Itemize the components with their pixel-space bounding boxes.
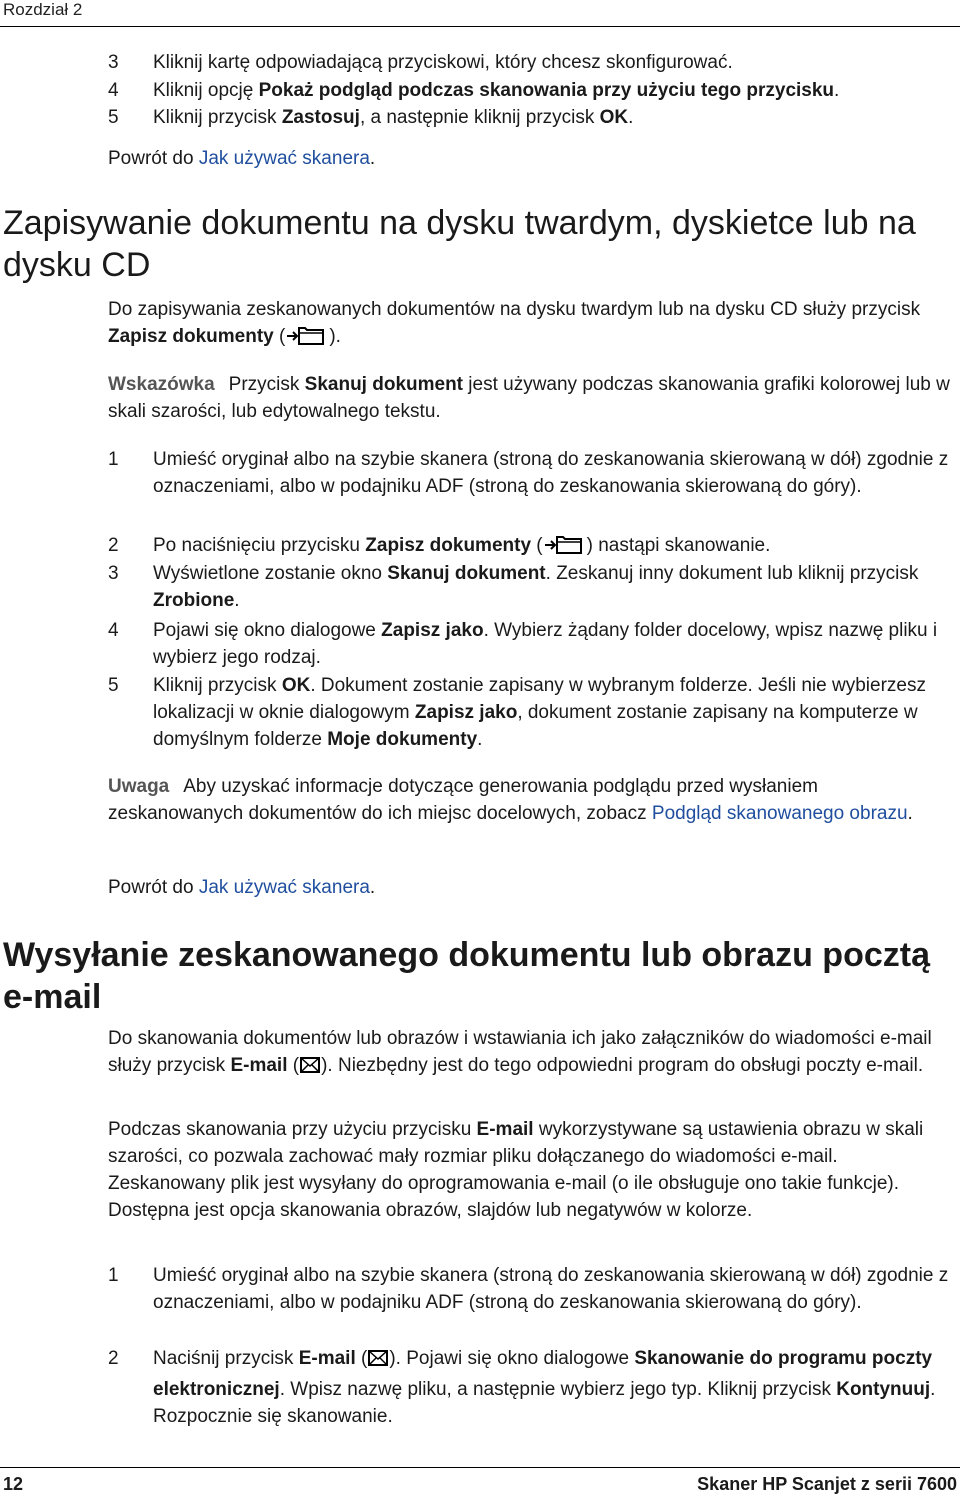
note-label: Uwaga [108,776,170,797]
envelope-icon [299,1055,321,1083]
step-number: 3 [108,52,119,73]
step-text: Umieść oryginał albo na szybie skanera (stroną do zeskanowania skierowaną w dół) zgodnie z oznaczeniami, albo w podajniku ADF (stroną do zeskanowania skierowaną do góry). [153,449,949,497]
step-text: Kliknij opcję Pokaż podgląd podczas skanowania przy użyciu tego przycisku. [153,80,840,101]
section-heading-email: Wysyłanie zeskanowanego dokumentu lub obrazu pocztą e-mail [3,936,930,1016]
footer-title: Skaner HP Scanjet z serii 7600 [697,1474,957,1494]
step-number: 2 [108,535,119,556]
footer-rule [0,1467,960,1468]
tip-label: Wskazówka [108,374,215,395]
step-text: Po naciśnięciu przycisku Zapisz dokumenty ( ) nastąpi skanowanie. [153,532,953,563]
save-intro: Do zapisywania zeskanowanych dokumentów na dysku twardym lub na dysku CD służy przycisk Zapisz dokumenty ( ). [108,296,953,354]
note: Uwaga Aby uzyskać informacje dotyczące generowania podglądu przed wysłaniem zeskanowanych dokumentów do ich miejsc docelowych, zobacz Podgląd skanowanego obrazu. [108,776,913,824]
step-number: 4 [108,620,119,641]
step-text: Kliknij przycisk OK. Dokument zostanie zapisany w wybranym folderze. Jeśli nie wybierzesz lokalizacji w oknie dialogowym Zapisz jako, dokument zostanie zapisany na komputerze w domyślnym folderze Moje dokumenty. [153,675,926,750]
step-number: 1 [108,1265,119,1286]
header-rule [0,26,960,27]
preview-link[interactable]: Podgląd skanowanego obrazu [651,803,908,824]
step-number: 2 [108,1348,119,1369]
step-text: Kliknij przycisk Zastosuj, a następnie kliknij przycisk OK. [153,107,634,128]
section-heading-save: Zapisywanie dokumentu na dysku twardym, dyskietce lub na dysku CD [3,204,916,284]
step-number: 1 [108,449,119,470]
step-text: Naciśnij przycisk E-mail ( ). Pojawi się okno dialogowe Skanowanie do programu poczty elektronicznej. Wpisz nazwę pliku, a następnie wybierz jego typ. Kliknij przycisk Kontynuuj. Rozpocznie się skanowanie. [153,1348,936,1427]
step-text: Wyświetlone zostanie okno Skanuj dokument. Zeskanuj inny dokument lub kliknij przycisk Zrobione. [153,563,919,611]
tip-note: Wskazówka Przycisk Skanuj dokument jest używany podczas skanowania grafiki kolorowej lub w skali szarości, lub edytowalnego tekstu. [108,374,950,422]
envelope-icon [367,1348,389,1376]
step-number: 5 [108,107,119,128]
email-intro: Do skanowania dokumentów lub obrazów i wstawiania ich jako załączników do wiadomości e-mail służy przycisk E-mail ( ). Niezbędny jest do tego odpowiedni program do obsługi poczty e-mail. [108,1025,953,1083]
save-documents-icon [543,533,587,563]
save-documents-icon [285,324,329,354]
step-text: Umieść oryginał albo na szybie skanera (stroną do zeskanowania skierowaną w dół) zgodnie z oznaczeniami, albo w podajniku ADF (stroną do zeskanowania skierowaną do góry). [153,1265,949,1313]
step-text: Pojawi się okno dialogowe Zapisz jako. Wybierz żądany folder docelowy, wpisz nazwę pliku i wybierz jego rodzaj. [153,620,938,668]
return-link[interactable]: Jak używać skanera [198,148,370,169]
return-line: Powrót do Jak używać skanera. [108,877,376,898]
step-number: 3 [108,563,119,584]
return-link[interactable]: Jak używać skanera [198,877,370,898]
email-description: Podczas skanowania przy użyciu przycisku E-mail wykorzystywane są ustawienia obrazu w skali szarości, co pozwala zachować mały rozmiar pliku dołączanego do wiadomości e-mail. Zeskanowany plik jest wysyłany do oprogramowania e-mail (o ile obsługuje ono takie funkcje). Dostępna jest opcja skanowania obrazów, slajdów lub negatywów w kolorze. [108,1119,924,1221]
step-text: Kliknij kartę odpowiadającą przyciskowi, który chcesz skonfigurować. [153,52,733,73]
step-number: 5 [108,675,119,696]
page-number: 12 [3,1474,24,1494]
chapter-header: Rozdział 2 [3,0,83,19]
step-number: 4 [108,80,119,101]
return-line: Powrót do Jak używać skanera. [108,148,376,169]
